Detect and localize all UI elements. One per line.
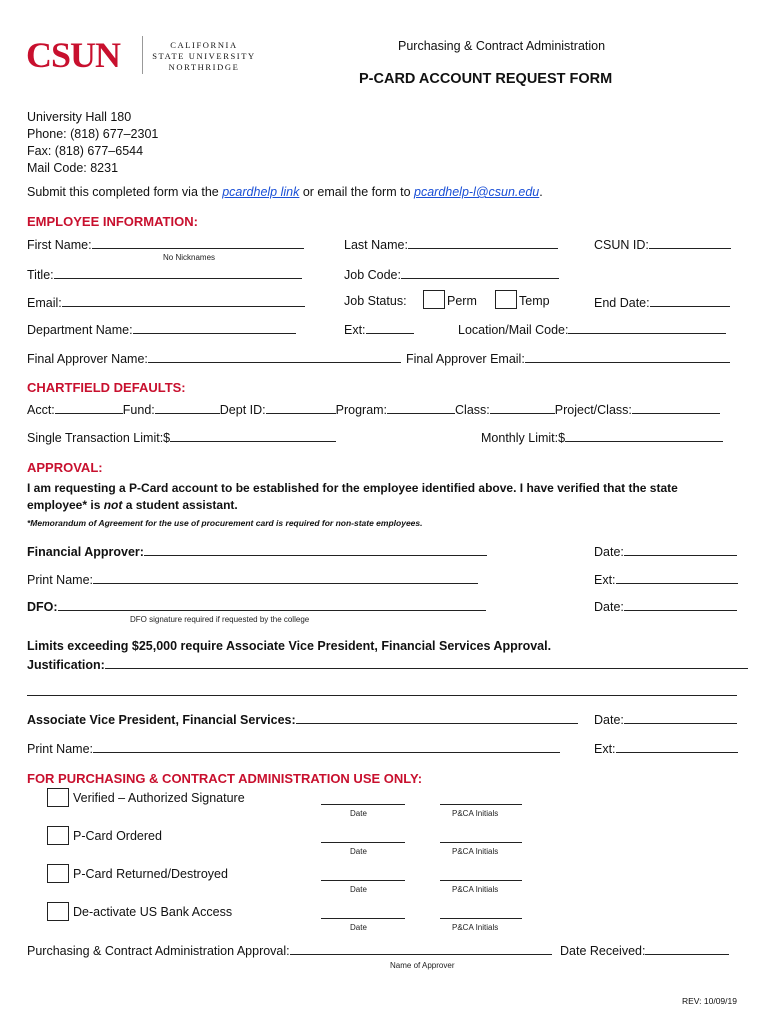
dfo-input[interactable]: [58, 598, 486, 611]
chartfield-row: [27, 401, 720, 418]
acct-input[interactable]: [55, 401, 123, 414]
employee-info-heading: EMPLOYEE INFORMATION:: [27, 214, 198, 229]
department-name-input[interactable]: [133, 321, 296, 334]
date-received-label: Date Received:: [560, 944, 646, 958]
justification-label: Justification:: [27, 658, 105, 672]
deactivate-date-caption: Date: [350, 923, 367, 932]
print-name-ext-label: Ext:: [594, 573, 616, 587]
email-label: Email:: [27, 296, 62, 310]
dfo-date-label: Date:: [594, 600, 624, 614]
financial-approver-input[interactable]: [144, 543, 487, 556]
department-name-field: [27, 321, 296, 338]
avp-ext-input[interactable]: [616, 740, 738, 753]
single-limit-label: Single Transaction Limit:$: [27, 431, 171, 445]
approval-statement-line-2: [27, 498, 238, 513]
first-name-input[interactable]: [92, 236, 304, 249]
financial-approver-label: Financial Approver:: [27, 545, 144, 559]
print-name-ext-input[interactable]: [616, 571, 738, 584]
contact-mail-code: Mail Code: 8231: [27, 161, 119, 175]
last-name-label: Last Name:: [344, 238, 408, 252]
avp-ext-field: [594, 740, 738, 757]
first-name-field: [27, 236, 304, 253]
class-input[interactable]: [490, 401, 555, 414]
approval-statement-line-1: I am requesting a P-Card account to be established for the employee identified above. I have verified that the state: [27, 481, 678, 495]
perm-checkbox[interactable]: [423, 290, 445, 309]
submit-instructions: [27, 185, 543, 200]
avp-date-input[interactable]: [624, 711, 737, 724]
dfo-field: [27, 598, 486, 615]
returned-date-line[interactable]: [321, 880, 405, 881]
approval-heading: APPROVAL:: [27, 460, 103, 475]
end-date-input[interactable]: [650, 294, 730, 307]
project-class-input[interactable]: [632, 401, 720, 414]
csun-id-label: CSUN ID:: [594, 238, 649, 252]
csu-line-1: CALIFORNIA: [170, 40, 238, 50]
dfo-note: DFO signature required if requested by the college: [130, 615, 310, 624]
job-code-field: [344, 266, 559, 283]
monthly-limit-label: Monthly Limit:$: [481, 431, 566, 445]
financial-approver-field: [27, 543, 487, 560]
department-name: Purchasing & Contract Administration: [398, 39, 606, 53]
revision-label: REV: 10/09/19: [682, 996, 737, 1006]
program-input[interactable]: [387, 401, 455, 414]
pca-approval-label: Purchasing & Contract Administration Approval:: [27, 944, 290, 958]
financial-approver-date-field: [594, 543, 737, 560]
print-name-input[interactable]: [93, 571, 478, 584]
title-label: Title:: [27, 268, 54, 282]
last-name-input[interactable]: [408, 236, 558, 249]
csu-line-3: NORTHRIDGE: [168, 62, 240, 72]
contact-phone: Phone: (818) 677–2301: [27, 127, 159, 141]
statement-part-a: employee* is: [27, 498, 104, 512]
deactivate-access-checkbox[interactable]: [47, 902, 69, 921]
ext-input[interactable]: [366, 321, 414, 334]
avp-print-name-label: Print Name:: [27, 742, 93, 756]
justification-line-2[interactable]: [27, 695, 737, 696]
date-received-input[interactable]: [645, 942, 729, 955]
no-nicknames-note: No Nicknames: [163, 253, 216, 262]
pcardhelp-email-link[interactable]: pcardhelp-l@csun.edu: [414, 185, 540, 199]
avp-date-label: Date:: [594, 713, 624, 727]
justification-field: [27, 656, 748, 673]
name-of-approver-caption: Name of Approver: [390, 961, 455, 970]
location-mail-code-input[interactable]: [568, 321, 726, 334]
pcard-returned-checkbox[interactable]: [47, 864, 69, 883]
title-input[interactable]: [54, 266, 302, 279]
logo-divider: [142, 36, 143, 74]
pcard-ordered-label: P-Card Ordered: [73, 829, 162, 843]
end-date-field: [594, 294, 730, 311]
deactivate-access-label: De-activate US Bank Access: [73, 905, 233, 919]
fund-input[interactable]: [155, 401, 220, 414]
contact-address: University Hall 180: [27, 110, 132, 124]
verified-signature-label: Verified – Authorized Signature: [73, 791, 245, 805]
contact-fax: Fax: (818) 677–6544: [27, 144, 144, 158]
print-name-field: [27, 571, 478, 588]
financial-approver-date-label: Date:: [594, 545, 624, 559]
avp-label: Associate Vice President, Financial Services:: [27, 713, 296, 727]
csun-id-field: [594, 236, 731, 253]
ext-field: [344, 321, 414, 338]
returned-initials-caption: P&CA Initials: [452, 885, 499, 894]
monthly-limit-field: [481, 429, 723, 446]
csu-line-2: STATE UNIVERSITY: [152, 51, 256, 61]
limits-note: Limits exceeding $25,000 require Associate Vice President, Financial Services Approval.: [27, 639, 552, 653]
location-mail-code-label: Location/Mail Code:: [458, 323, 569, 337]
returned-initials-line[interactable]: [440, 880, 522, 881]
perm-label: Perm: [447, 294, 477, 308]
pca-approval-input[interactable]: [290, 942, 552, 955]
final-approver-name-label: Final Approver Name:: [27, 352, 148, 366]
avp-date-field: [594, 711, 737, 728]
ordered-initials-line[interactable]: [440, 842, 522, 843]
memo-note: *Memorandum of Agreement for the use of procurement card is required for non-state employees.: [27, 518, 423, 528]
verified-signature-checkbox[interactable]: [47, 788, 69, 807]
pcardhelp-link[interactable]: pcardhelp link: [222, 185, 300, 199]
ordered-date-line[interactable]: [321, 842, 405, 843]
class-label: Class:: [455, 403, 490, 417]
ordered-date-caption: Date: [350, 847, 367, 856]
submit-suffix: .: [539, 185, 543, 199]
dfo-date-field: [594, 598, 737, 615]
csu-wordmark: [150, 40, 258, 73]
pcard-ordered-checkbox[interactable]: [47, 826, 69, 845]
page-title: P-CARD ACCOUNT REQUEST FORM: [359, 71, 613, 87]
location-mail-code-field: [458, 321, 726, 338]
single-limit-input[interactable]: [170, 429, 336, 442]
dfo-label: DFO:: [27, 600, 58, 614]
date-received-field: [560, 942, 729, 959]
csun-id-input[interactable]: [649, 236, 731, 249]
job-status-label: Job Status:: [344, 294, 407, 308]
dfo-date-input[interactable]: [624, 598, 737, 611]
monthly-limit-input[interactable]: [565, 429, 723, 442]
job-code-input[interactable]: [401, 266, 559, 279]
statement-part-c: a student assistant.: [122, 498, 238, 512]
csun-logo: CSUN: [26, 35, 121, 75]
print-name-label: Print Name:: [27, 573, 93, 587]
email-input[interactable]: [62, 294, 305, 307]
title-field: [27, 266, 302, 283]
final-approver-name-field: [27, 350, 401, 367]
dept-id-label: Dept ID:: [219, 403, 266, 417]
avp-field: [27, 711, 578, 728]
print-name-ext-field: [594, 571, 738, 588]
pca-approval-field: [27, 942, 552, 959]
deactivate-date-line[interactable]: [321, 918, 405, 919]
verified-initials-caption: P&CA Initials: [452, 809, 499, 818]
deactivate-initials-line[interactable]: [440, 918, 522, 919]
avp-print-name-field: [27, 740, 560, 757]
fund-label: Fund:: [122, 403, 155, 417]
verified-date-caption: Date: [350, 809, 367, 818]
project-class-label: Project/Class:: [554, 403, 632, 417]
justification-input[interactable]: [105, 656, 748, 669]
avp-ext-label: Ext:: [594, 742, 616, 756]
office-use-heading: FOR PURCHASING & CONTRACT ADMINISTRATION USE ONLY:: [27, 771, 423, 786]
financial-approver-date-input[interactable]: [624, 543, 737, 556]
verified-date-line[interactable]: [321, 804, 405, 805]
returned-date-caption: Date: [350, 885, 367, 894]
submit-middle: or email the form to: [299, 185, 414, 199]
single-limit-field: [27, 429, 336, 446]
avp-input[interactable]: [296, 711, 578, 724]
chartfield-heading: CHARTFIELD DEFAULTS:: [27, 380, 186, 395]
first-name-label: First Name:: [27, 238, 92, 252]
email-field: [27, 294, 305, 311]
final-approver-email-label: Final Approver Email:: [406, 352, 525, 366]
final-approver-email-field: [406, 350, 730, 367]
temp-label: Temp: [519, 294, 550, 308]
verified-initials-line[interactable]: [440, 804, 522, 805]
ext-label: Ext:: [344, 323, 366, 337]
submit-prefix: Submit this completed form via the: [27, 185, 223, 199]
dept-id-input[interactable]: [266, 401, 336, 414]
ordered-initials-caption: P&CA Initials: [452, 847, 499, 856]
final-approver-email-input[interactable]: [525, 350, 730, 363]
program-label: Program:: [335, 403, 388, 417]
pcard-returned-label: P-Card Returned/Destroyed: [73, 867, 228, 881]
temp-checkbox[interactable]: [495, 290, 517, 309]
department-name-label: Department Name:: [27, 323, 133, 337]
deactivate-initials-caption: P&CA Initials: [452, 923, 499, 932]
acct-label: Acct:: [27, 403, 55, 417]
final-approver-name-input[interactable]: [148, 350, 401, 363]
job-code-label: Job Code:: [344, 268, 401, 282]
statement-part-b: not: [103, 498, 123, 512]
end-date-label: End Date:: [594, 296, 650, 310]
last-name-field: [344, 236, 558, 253]
avp-print-name-input[interactable]: [93, 740, 560, 753]
